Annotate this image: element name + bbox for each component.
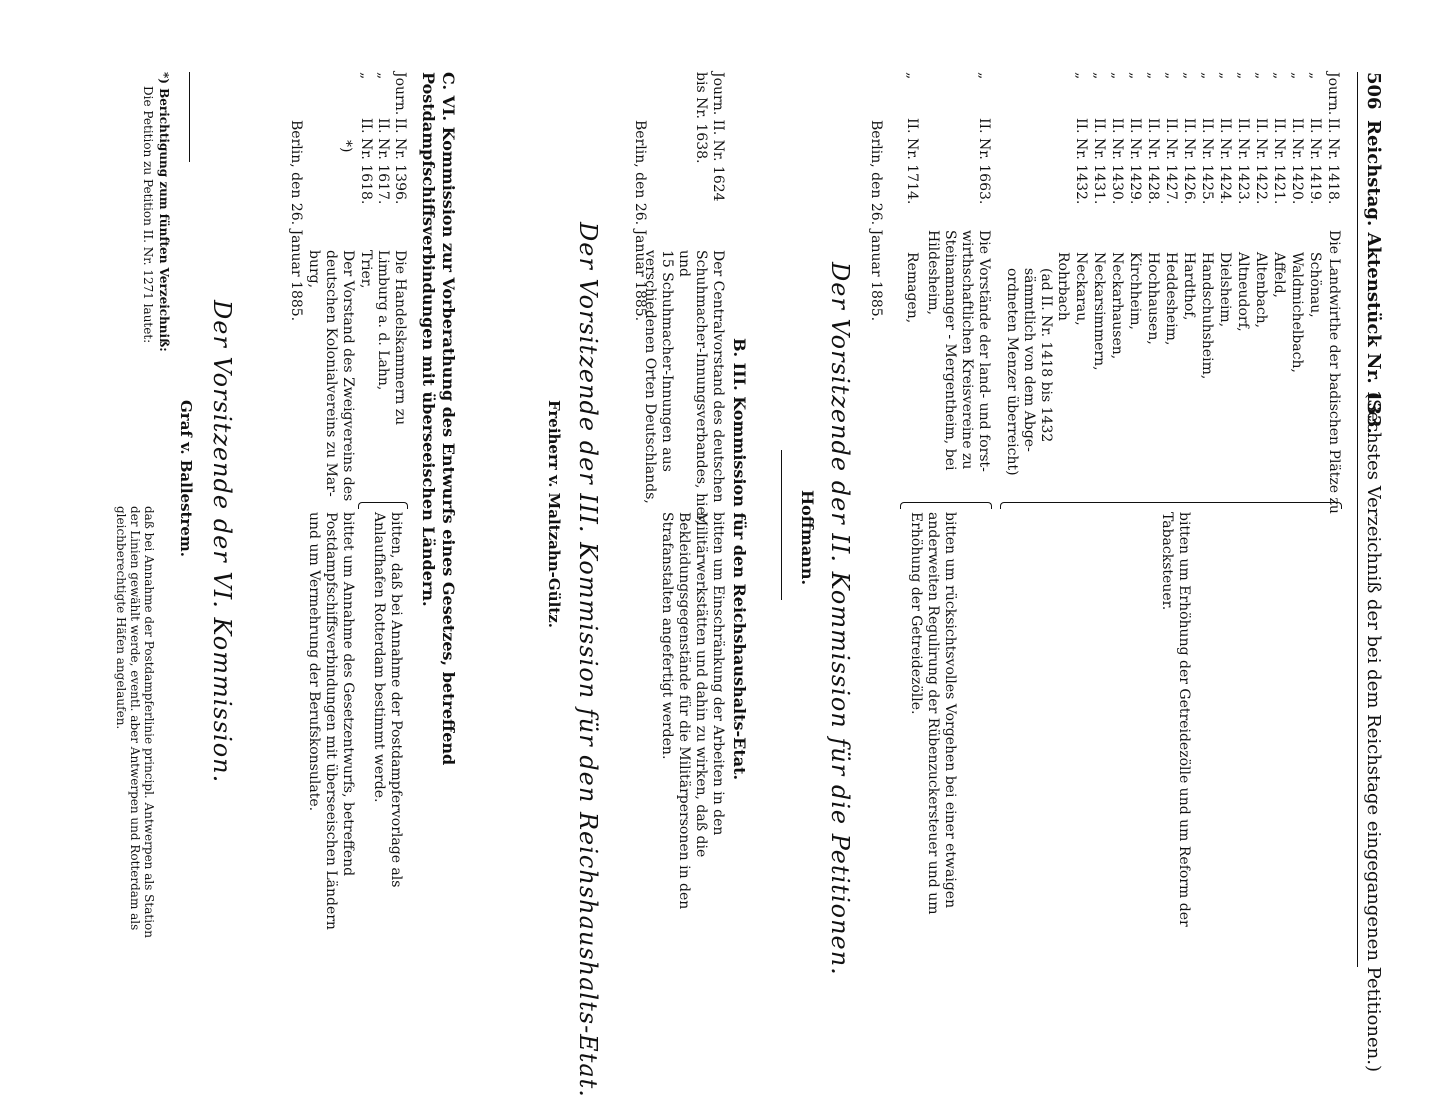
section1-signer: Hoffmann. [798, 490, 817, 586]
section1-divider [781, 450, 782, 600]
section2-signer: Freiherr v. Maltzahn-Gültz. [545, 400, 563, 628]
page-subtitle: (Sechstes Verzeichniß der bei dem Reichstage eingegangenen Petitionen.) [1363, 392, 1384, 1072]
digitization-note-text [0, 40, 1, 486]
footnote-text2: daß bei Annahme der Postdampferlinie principl. Antwerpen als Station der Linien gewählt werde, eventl. aber Antwerpen und Rotterdam als gleichberechtigte Häfen angelaufen. [114, 506, 156, 938]
section1-request: bitten um Erhöhung der Getreidezölle und um Reform der Tabacksteuer. [1159, 512, 1192, 927]
section1-refs: II. Nr. 1418. II. Nr. 1419. II. Nr. 1420. II. Nr. 1421. II. Nr. 1422. II. Nr. 1423. II. Nr. 1424. II. Nr. 1425. II. Nr. 1426. II. Nr. 1427. II. Nr. 1428. II. Nr. 1429. II. Nr. 1430. II. Nr. 1431. II. Nr. 1432. [1073, 118, 1341, 205]
section1-row3-ref: II. Nr. 1714. [904, 118, 920, 205]
header-rule [1357, 72, 1358, 967]
section1-row23-request: bitten um rücksichtsvolles Vorgehen bei einer etwaigen anderweiten Regulirung der Rübenzuckersteuer und um Erhöhung der Getreidezölle. [908, 512, 958, 915]
section1-row2-ref: II. Nr. 1663. [976, 118, 992, 205]
section1-intro: Die Landwirthe der badischen Plätze zu [1326, 230, 1342, 514]
section2-heading: B. III. Kommission für den Reichshaushalts-Etat. [730, 338, 749, 781]
section1-places: Schönau, Waldmichelbach, Affeld, Altenbach, Altneudorf, Dielsheim, Handschuhsheim, Hardthof, Heddesheim, Hochhausen, Kirchheim, Neckarhausen, Neckarsimmern, Neckarau, Rohrbach [1055, 252, 1323, 380]
section3-footmark: *) [338, 140, 354, 153]
digitization-note [0, 40, 6, 1040]
section3-date: Berlin, den 26. Januar 1885. [288, 120, 304, 322]
section1-row2-text: Die Vorstände der land- und forst- wirthschaftlichen Kreisvereine zu Steinamanger - Mergentheim, bei Hildesheim, [925, 230, 992, 472]
section2-date: Berlin, den 26. Januar 1885. [632, 120, 648, 322]
section2-prefix: Journ. II. Nr. 1624 [710, 72, 726, 202]
section1-row2-prefix: „ [976, 72, 992, 80]
section3-signature: Der Vorsitzende der VI. Kommission. [208, 300, 236, 784]
section3-heading: C. VI. Kommission zur Vorberathung des Entwurfs eines Gesetzes, betreffend Postdampfschiffsverbindungen mit überseeischen Ländern. [419, 72, 458, 766]
section3-row2-text: Der Vorstand des Zweigvereins des deutschen Kolonialvereins zu Mar- burg, [306, 250, 356, 502]
section3-refs: II. Nr. 1396. II. Nr. 1617. II. Nr. 1618. [358, 118, 408, 205]
section3-request1: bitten, daß bei Annahme der Postdampfervorlage als Anlaufhafen Rotterdam bestimmt werde. [371, 512, 404, 888]
page-number: 506 [1363, 72, 1384, 110]
section2-petitioners: Der Centralvorstand des deutschen Schuhmacher-Innungsverbandes, hier, und 15 Schuhmacher-Innungen aus verschiedenen Orten Deutschlands, [642, 250, 726, 525]
section2-prefix2: bis Nr. 1638. [693, 72, 709, 164]
section3-signer: Graf v. Ballestrem. [177, 400, 195, 558]
section2-signature: Der Vorsitzende der III. Kommission für den Reichshaushalts-Etat. [574, 222, 602, 1098]
section1-signature: Der Vorsitzende der II. Kommission für die Petitionen. [826, 262, 854, 976]
page-title: Reichstag. Aktenstück Nr. 133. [1363, 120, 1384, 434]
section3-request2: bittet um Annahme des Gesetzentwurfs, betreffend Postdampfschiffsverbindungen mit überseeischen Ländern und um Vermehrung der Berufskonsulate. [306, 512, 356, 930]
section1-date: Berlin, den 26. Januar 1885. [868, 120, 884, 322]
section1-brace [1000, 502, 1342, 509]
section3-row0-text: Die Handelskammern zu Limburg a. d. Lahn, Trier, [358, 250, 408, 426]
footnote-rule [189, 72, 190, 162]
section1-row3-prefix: „ [904, 72, 920, 80]
section3-prefixes: Journ. „ „ [358, 72, 408, 116]
footnote-text1: Die Petition zu Petition II. Nr. 1271 lautet: [141, 86, 155, 344]
section2-request: bitten um Einschränkung der Arbeiten in den Militärwerkstätten und dahin zu wirken, daß die Bekleidungsgegenstände für die Militärpersonen in den Strafanstalten angefertigt werden. [659, 512, 726, 910]
section1-prefixes: Journ. „ „ „ „ „ „ „ „ „ „ „ „ „ „ [1073, 72, 1341, 116]
section1-place-note: (ad II. Nr. 1418 bis 1432 sämmtlich von dem Abge- ordneten Menzer überreicht) [1004, 268, 1054, 476]
footnote-label: *) Berichtigung zum fünften Verzeichniß: [157, 72, 171, 352]
section1-row3-text: Remagen, [904, 252, 920, 324]
section3-brace [358, 502, 408, 509]
section1-brace-2 [900, 502, 992, 509]
